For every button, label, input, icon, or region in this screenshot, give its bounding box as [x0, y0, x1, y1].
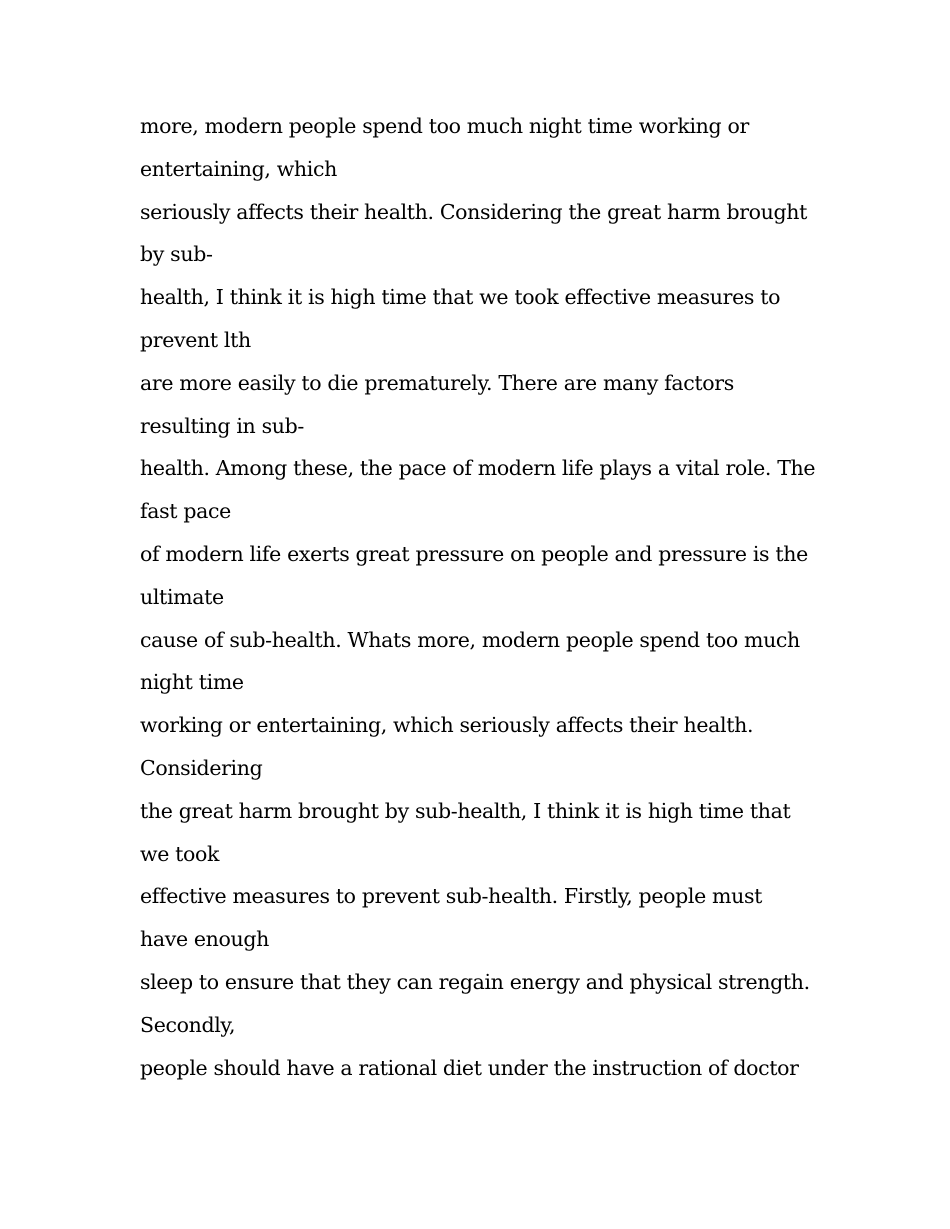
text-line: people should have a rational diet under the instruction of doctor: [140, 1055, 799, 1080]
text-line: the great harm brought by sub-health, I think it is high time that: [140, 798, 791, 823]
text-line: resulting in sub-: [140, 413, 304, 438]
text-line: seriously affects their health. Considering the great harm brought: [140, 199, 808, 224]
text-line: Secondly,: [140, 1012, 236, 1037]
text-line: prevent lth: [140, 327, 251, 352]
text-line: sleep to ensure that they can regain energy and physical strength.: [140, 969, 810, 994]
text-line: night time: [140, 670, 244, 695]
body-text: [140, 105, 830, 1089]
text-line: entertaining, which: [140, 156, 337, 181]
text-line: have enough: [140, 927, 270, 952]
text-line: health, I think it is high time that we took effective measures to: [140, 285, 781, 310]
text-line: working or entertaining, which seriously affects their health.: [140, 713, 754, 738]
text-line: we took: [140, 841, 220, 866]
text-line: health. Among these, the pace of modern life plays a vital role. The: [140, 456, 816, 481]
text-line: ultimate: [140, 584, 224, 609]
text-line: by sub-: [140, 242, 213, 267]
text-line: are more easily to die prematurely. There are many factors: [140, 370, 734, 395]
text-line: cause of sub-health. Whats more, modern people spend too much: [140, 627, 800, 652]
text-line: fast pace: [140, 499, 231, 524]
text-line: of modern life exerts great pressure on people and pressure is the: [140, 541, 808, 566]
text-line: more, modern people spend too much night time working or: [140, 114, 749, 138]
text-line: effective measures to prevent sub-health. Firstly, people must: [140, 884, 763, 909]
text-line: Considering: [140, 755, 263, 780]
